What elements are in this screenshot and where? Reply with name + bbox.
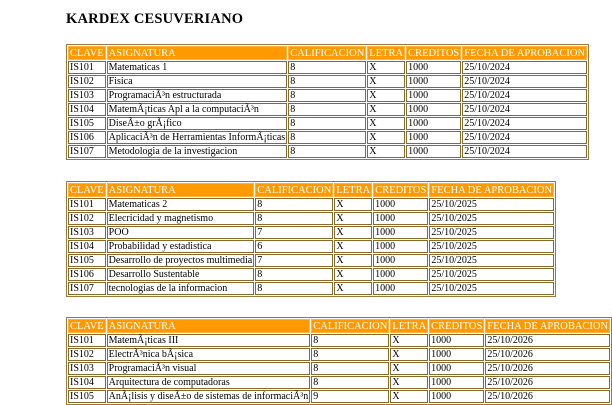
- creditos-cell: 1000: [406, 145, 461, 158]
- creditos-cell: 1000: [373, 282, 428, 295]
- calificacion-cell: 8: [288, 103, 366, 116]
- fecha-cell: 25/10/2024: [462, 61, 587, 74]
- clave-cell: IS106: [68, 131, 106, 144]
- clave-cell: IS107: [68, 282, 106, 295]
- kardex-table-1: [66, 44, 589, 160]
- header-clave: CLAVE: [70, 47, 104, 59]
- calificacion-cell: 8: [288, 61, 366, 74]
- fecha-cell: 25/10/2026: [485, 334, 610, 347]
- table-row: [68, 390, 610, 403]
- table-row: [68, 334, 610, 347]
- fecha-cell: 25/10/2025: [429, 240, 554, 253]
- table-header-row: [68, 46, 587, 60]
- calificacion-cell: 8: [255, 282, 333, 295]
- calificacion-cell: 8: [288, 131, 366, 144]
- calificacion-cell: 8: [311, 334, 389, 347]
- fecha-cell: 25/10/2024: [462, 75, 587, 88]
- table-row: [68, 268, 554, 281]
- calificacion-cell: 6: [255, 240, 333, 253]
- header-fecha: FECHA DE APROBACION: [431, 184, 553, 196]
- calificacion-cell: 7: [255, 254, 333, 267]
- creditos-cell: 1000: [406, 61, 461, 74]
- table-row: [68, 103, 587, 116]
- table-row: [68, 254, 554, 267]
- letra-cell: X: [367, 75, 405, 88]
- asignatura-cell: Matematicas 1: [107, 61, 288, 74]
- table-row: [68, 145, 587, 158]
- kardex-table-2: [66, 181, 556, 297]
- letra-cell: X: [367, 145, 405, 158]
- calificacion-cell: 8: [288, 117, 366, 130]
- creditos-cell: 1000: [429, 348, 484, 361]
- letra-cell: X: [367, 117, 405, 130]
- creditos-cell: 1000: [373, 212, 428, 225]
- clave-cell: IS106: [68, 268, 106, 281]
- header-fecha: FECHA DE APROBACION: [464, 47, 586, 59]
- letra-cell: X: [390, 376, 428, 389]
- asignatura-cell: MatemÃ¡ticas Apl a la computaciÃ³n: [107, 103, 288, 116]
- letra-cell: X: [367, 103, 405, 116]
- asignatura-cell: AplicaciÃ³n de Herramientas InformÃ¡ticas: [108, 132, 286, 143]
- header-clave: CLAVE: [70, 320, 104, 332]
- header-fecha: FECHA DE APROBACION: [487, 320, 609, 332]
- table-row: [68, 212, 554, 225]
- table-header-row: [68, 183, 554, 197]
- table-row: [68, 89, 587, 102]
- letra-cell: X: [390, 348, 428, 361]
- calificacion-cell: 8: [288, 75, 366, 88]
- calificacion-cell: 8: [255, 198, 333, 211]
- asignatura-cell: POO: [107, 226, 255, 239]
- asignatura-cell: AnÃ¡lisis y diseÃ±o de sistemas de informaciÃ³n: [108, 391, 309, 402]
- table-row: [68, 226, 554, 239]
- header-letra: LETRA: [336, 184, 371, 196]
- fecha-cell: 25/10/2025: [429, 226, 554, 239]
- fecha-cell: 25/10/2025: [429, 198, 554, 211]
- asignatura-cell: DiseÃ±o grÃ¡fico: [107, 117, 288, 130]
- creditos-cell: 1000: [429, 390, 484, 403]
- calificacion-cell: 8: [288, 89, 366, 102]
- asignatura-cell: ProgramaciÃ³n visual: [107, 362, 311, 375]
- table-row: [68, 117, 587, 130]
- fecha-cell: 25/10/2025: [429, 212, 554, 225]
- header-asignatura: ASIGNATURA: [107, 46, 288, 60]
- fecha-cell: 25/10/2024: [462, 117, 587, 130]
- header-letra: LETRA: [369, 47, 404, 59]
- header-asignatura: ASIGNATURA: [107, 183, 255, 197]
- header-creditos: CREDITOS: [431, 320, 483, 332]
- creditos-cell: 1000: [373, 198, 428, 211]
- asignatura-cell: MatemÃ¡ticas III: [107, 334, 311, 347]
- letra-cell: X: [367, 61, 405, 74]
- clave-cell: IS101: [68, 334, 106, 347]
- asignatura-cell: Arquitectura de computadoras: [107, 376, 311, 389]
- clave-cell: IS104: [68, 103, 106, 116]
- fecha-cell: 25/10/2025: [429, 268, 554, 281]
- calificacion-cell: 7: [255, 226, 333, 239]
- header-letra: LETRA: [392, 320, 427, 332]
- creditos-cell: 1000: [373, 268, 428, 281]
- fecha-cell: 25/10/2024: [462, 103, 587, 116]
- table-row: [68, 282, 554, 295]
- kardex-table-3: [66, 317, 612, 405]
- header-creditos: CREDITOS: [375, 184, 427, 196]
- creditos-cell: 1000: [406, 75, 461, 88]
- letra-cell: X: [367, 89, 405, 102]
- asignatura-cell: Fisica: [107, 75, 288, 88]
- creditos-cell: 1000: [373, 226, 428, 239]
- table-row: [68, 376, 610, 389]
- clave-cell: IS102: [68, 348, 106, 361]
- header-calificacion: CALIFICACION: [313, 320, 388, 332]
- creditos-cell: 1000: [406, 89, 461, 102]
- creditos-cell: 1000: [373, 254, 428, 267]
- asignatura-cell: ProgramaciÃ³n estructurada: [107, 89, 288, 102]
- letra-cell: X: [334, 254, 372, 267]
- letra-cell: X: [334, 226, 372, 239]
- clave-cell: IS105: [68, 390, 106, 403]
- creditos-cell: 1000: [373, 240, 428, 253]
- header-calificacion: CALIFICACION: [257, 184, 332, 196]
- asignatura-cell: Desarrollo de proyectos multimedia: [108, 255, 253, 266]
- fecha-cell: 25/10/2025: [429, 254, 554, 267]
- clave-cell: IS107: [68, 145, 106, 158]
- header-clave: CLAVE: [70, 184, 104, 196]
- calificacion-cell: 8: [311, 348, 389, 361]
- calificacion-cell: 8: [311, 376, 389, 389]
- clave-cell: IS101: [68, 61, 106, 74]
- letra-cell: X: [334, 212, 372, 225]
- asignatura-cell: Elecricidad y magnetismo: [107, 212, 255, 225]
- creditos-cell: 1000: [406, 103, 461, 116]
- table-row: [68, 362, 610, 375]
- clave-cell: IS104: [68, 376, 106, 389]
- creditos-cell: 1000: [406, 131, 461, 144]
- letra-cell: X: [334, 282, 372, 295]
- asignatura-cell: Metodologia de la investigacion: [107, 145, 288, 158]
- letra-cell: X: [390, 390, 428, 403]
- creditos-cell: 1000: [406, 117, 461, 130]
- page-title: KARDEX CESUVERIANO: [66, 11, 244, 27]
- clave-cell: IS103: [68, 226, 106, 239]
- calificacion-cell: 8: [255, 268, 333, 281]
- clave-cell: IS105: [68, 254, 106, 267]
- calificacion-cell: 8: [311, 362, 389, 375]
- table-row: [68, 240, 554, 253]
- clave-cell: IS103: [68, 362, 106, 375]
- fecha-cell: 25/10/2026: [485, 376, 610, 389]
- clave-cell: IS101: [68, 198, 106, 211]
- creditos-cell: 1000: [429, 376, 484, 389]
- table-header-row: [68, 319, 610, 333]
- creditos-cell: 1000: [429, 334, 484, 347]
- calificacion-cell: 8: [288, 145, 366, 158]
- fecha-cell: 25/10/2026: [485, 348, 610, 361]
- letra-cell: X: [390, 334, 428, 347]
- clave-cell: IS105: [68, 117, 106, 130]
- letra-cell: X: [334, 240, 372, 253]
- table-row: [68, 131, 587, 144]
- calificacion-cell: 9: [311, 390, 389, 403]
- asignatura-cell: Probabilidad y estadistica: [107, 240, 255, 253]
- header-calificacion: CALIFICACION: [290, 47, 365, 59]
- header-creditos: CREDITOS: [408, 47, 460, 59]
- asignatura-cell: tecnologias de la informacion: [107, 282, 255, 295]
- fecha-cell: 25/10/2026: [485, 362, 610, 375]
- letra-cell: X: [334, 268, 372, 281]
- table-row: [68, 61, 587, 74]
- asignatura-cell: Desarrollo Sustentable: [107, 268, 255, 281]
- fecha-cell: 25/10/2024: [462, 145, 587, 158]
- letra-cell: X: [390, 362, 428, 375]
- table-row: [68, 198, 554, 211]
- fecha-cell: 25/10/2024: [462, 89, 587, 102]
- letra-cell: X: [334, 198, 372, 211]
- fecha-cell: 25/10/2025: [429, 282, 554, 295]
- header-asignatura: ASIGNATURA: [107, 319, 311, 333]
- creditos-cell: 1000: [429, 362, 484, 375]
- table-row: [68, 348, 610, 361]
- fecha-cell: 25/10/2024: [462, 131, 587, 144]
- fecha-cell: 25/10/2026: [485, 390, 610, 403]
- calificacion-cell: 8: [255, 212, 333, 225]
- asignatura-cell: Matematicas 2: [107, 198, 255, 211]
- asignatura-cell: ElectrÃ³nica bÃ¡sica: [107, 348, 311, 361]
- clave-cell: IS103: [68, 89, 106, 102]
- clave-cell: IS104: [68, 240, 106, 253]
- table-row: [68, 75, 587, 88]
- clave-cell: IS102: [68, 212, 106, 225]
- clave-cell: IS102: [68, 75, 106, 88]
- letra-cell: X: [367, 131, 405, 144]
